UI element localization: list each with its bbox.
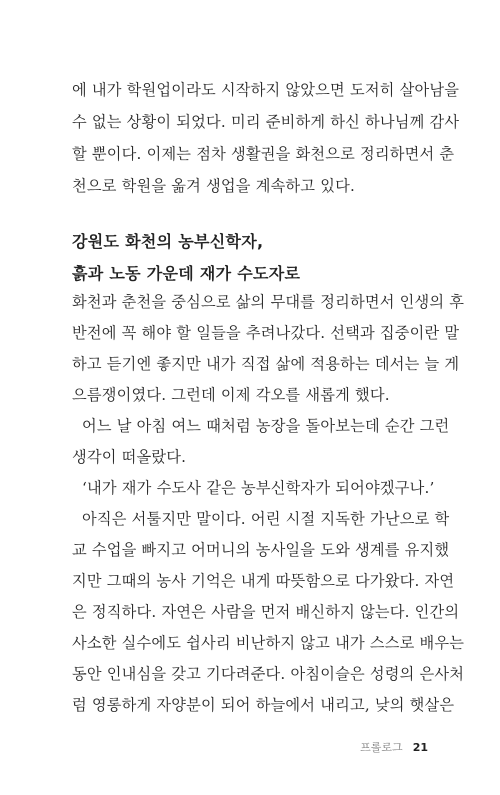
- running-footer-section: 프롤로그: [360, 741, 403, 754]
- body-line: 동안 인내심을 갖고 기다려준다. 아침이슬은 성령의 은사처: [72, 665, 465, 683]
- body-line: 지만 그때의 농사 기억은 내게 따뜻함으로 다가왔다. 자연: [72, 572, 455, 590]
- body-line: 사소한 실수에도 쉽사리 비난하지 않고 내가 스스로 배우는: [72, 634, 465, 652]
- body-line: 생각이 떠올랐다.: [72, 448, 187, 466]
- quote-line: ‘내가 재가 수도사 같은 농부신학자가 되어야겠구나.’: [82, 479, 435, 497]
- body-line: 으름쟁이였다. 그런데 이제 각오를 새롭게 했다.: [72, 386, 390, 404]
- body-line: 은 정직하다. 자연은 사람을 먼저 배신하지 않는다. 인간의: [72, 603, 460, 621]
- body-line: 천으로 학원을 옮겨 생업을 계속하고 있다.: [72, 177, 355, 195]
- section-heading-line-1: 강원도 화천의 농부신학자,: [72, 232, 264, 251]
- body-line: 할 뿐이다. 이제는 점차 생활권을 화천으로 정리하면서 춘: [72, 145, 455, 163]
- body-line: 화천과 춘천을 중심으로 삶의 무대를 정리하면서 인생의 후: [72, 293, 465, 311]
- body-line: 하고 듣기엔 좋지만 내가 직접 삶에 적용하는 데서는 늘 게: [72, 355, 460, 373]
- body-line: 아직은 서툴지만 말이다. 어린 시절 지독한 가난으로 학: [82, 510, 450, 528]
- body-line: 에 내가 학원업이라도 시작하지 않았으면 도저히 살아남을: [72, 81, 460, 99]
- body-line: 어느 날 아침 여느 때처럼 농장을 돌아보는데 순간 그런: [82, 417, 450, 435]
- page-number: 21: [412, 741, 428, 754]
- body-line: 럼 영롱하게 자양분이 되어 하늘에서 내리고, 낮의 햇살은: [72, 696, 455, 714]
- section-heading-line-2: 흙과 노동 가운데 재가 수도자로: [72, 264, 301, 283]
- body-line: 교 수업을 빠지고 어머니의 농사일을 도와 생계를 유지했: [72, 541, 450, 559]
- body-line: 반전에 꼭 해야 할 일들을 추려나갔다. 선택과 집중이란 말: [72, 324, 460, 342]
- body-line: 수 없는 상황이 되었다. 미리 준비하게 하신 하나님께 감사: [72, 113, 460, 131]
- page-footer: [360, 739, 428, 755]
